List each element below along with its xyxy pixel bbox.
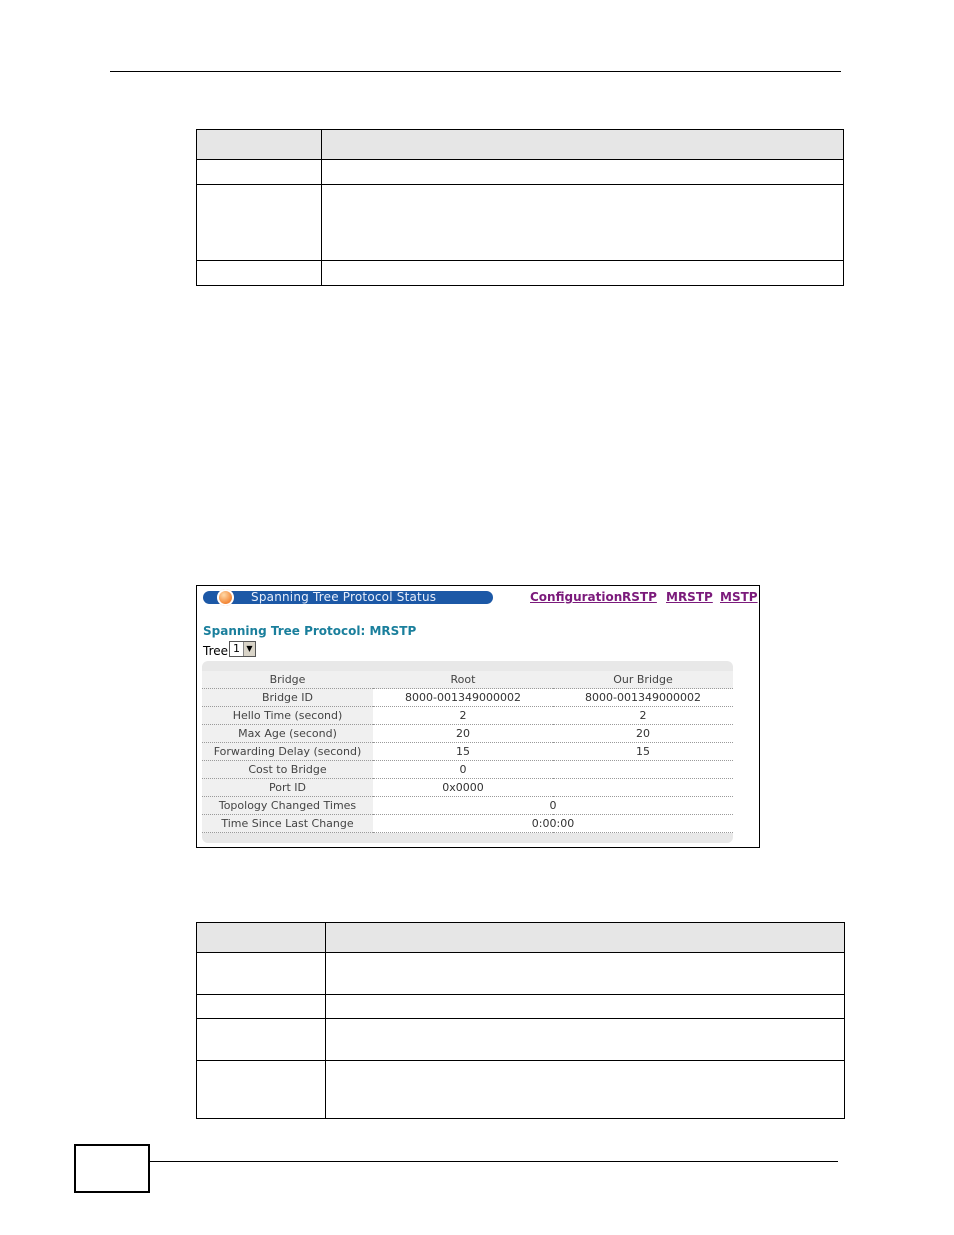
tree-label: Tree: [203, 644, 229, 658]
table-header-row: [197, 923, 845, 953]
table-row: [202, 761, 733, 779]
row-label: Port ID: [202, 779, 373, 797]
table-row: [197, 1019, 845, 1061]
row-label: Forwarding Delay (second): [202, 743, 373, 761]
our-bridge-value: 15: [553, 743, 733, 761]
mrstp-link[interactable]: MRSTP: [666, 590, 713, 604]
table-row: [202, 743, 733, 761]
tree-select-value: 1: [233, 642, 240, 655]
root-value: 15: [373, 743, 553, 761]
status-orb-icon: [217, 589, 234, 606]
stp-status-table: [202, 671, 733, 833]
row-label: Max Age (second): [202, 725, 373, 743]
our-bridge-value: [553, 761, 733, 779]
bottom-table: [196, 922, 845, 1119]
our-bridge-value: 8000-001349000002: [553, 689, 733, 707]
stp-header-row: [202, 671, 733, 689]
footer-rule: [150, 1161, 838, 1162]
table-row: [202, 725, 733, 743]
title-bar: [203, 591, 493, 604]
row-label: Topology Changed Times: [202, 797, 373, 815]
stp-status-screenshot: [196, 585, 760, 848]
table-row: [197, 261, 844, 286]
table-row: [197, 995, 845, 1019]
table-row: [197, 185, 844, 261]
chevron-down-icon[interactable]: ▼: [243, 642, 255, 656]
header-rule: [110, 71, 841, 72]
row-label: Time Since Last Change: [202, 815, 373, 833]
our-bridge-value: 20: [553, 725, 733, 743]
table-row: [202, 707, 733, 725]
row-label: Cost to Bridge: [202, 761, 373, 779]
merged-value: 0:00:00: [373, 815, 733, 833]
configuration-link[interactable]: Configuration: [530, 590, 623, 604]
our-bridge-value: 2: [553, 707, 733, 725]
table-row: [202, 797, 733, 815]
root-value: 0: [373, 761, 553, 779]
table-header-row: [197, 130, 844, 160]
col-header-bridge: Bridge: [202, 671, 373, 689]
table-row: [202, 779, 733, 797]
table-row: [197, 953, 845, 995]
root-value: 20: [373, 725, 553, 743]
root-value: 8000-001349000002: [373, 689, 553, 707]
row-label: Hello Time (second): [202, 707, 373, 725]
mstp-link[interactable]: MSTP: [720, 590, 758, 604]
table-row: [202, 815, 733, 833]
tree-select[interactable]: [229, 641, 256, 657]
page-number-box: [74, 1144, 150, 1193]
stp-status-table-frame: [202, 661, 733, 843]
table-row: [202, 689, 733, 707]
table-row: [197, 1061, 845, 1119]
top-table: [196, 129, 844, 286]
our-bridge-value: [553, 779, 733, 797]
merged-value: 0: [373, 797, 733, 815]
protocol-heading: Spanning Tree Protocol: MRSTP: [203, 624, 417, 638]
col-header-root: Root: [373, 671, 553, 689]
root-value: 2: [373, 707, 553, 725]
col-header-our-bridge: Our Bridge: [553, 671, 733, 689]
table-row: [197, 160, 844, 185]
row-label: Bridge ID: [202, 689, 373, 707]
rstp-link[interactable]: RSTP: [622, 590, 657, 604]
root-value: 0x0000: [373, 779, 553, 797]
screen-title: Spanning Tree Protocol Status: [251, 590, 437, 604]
